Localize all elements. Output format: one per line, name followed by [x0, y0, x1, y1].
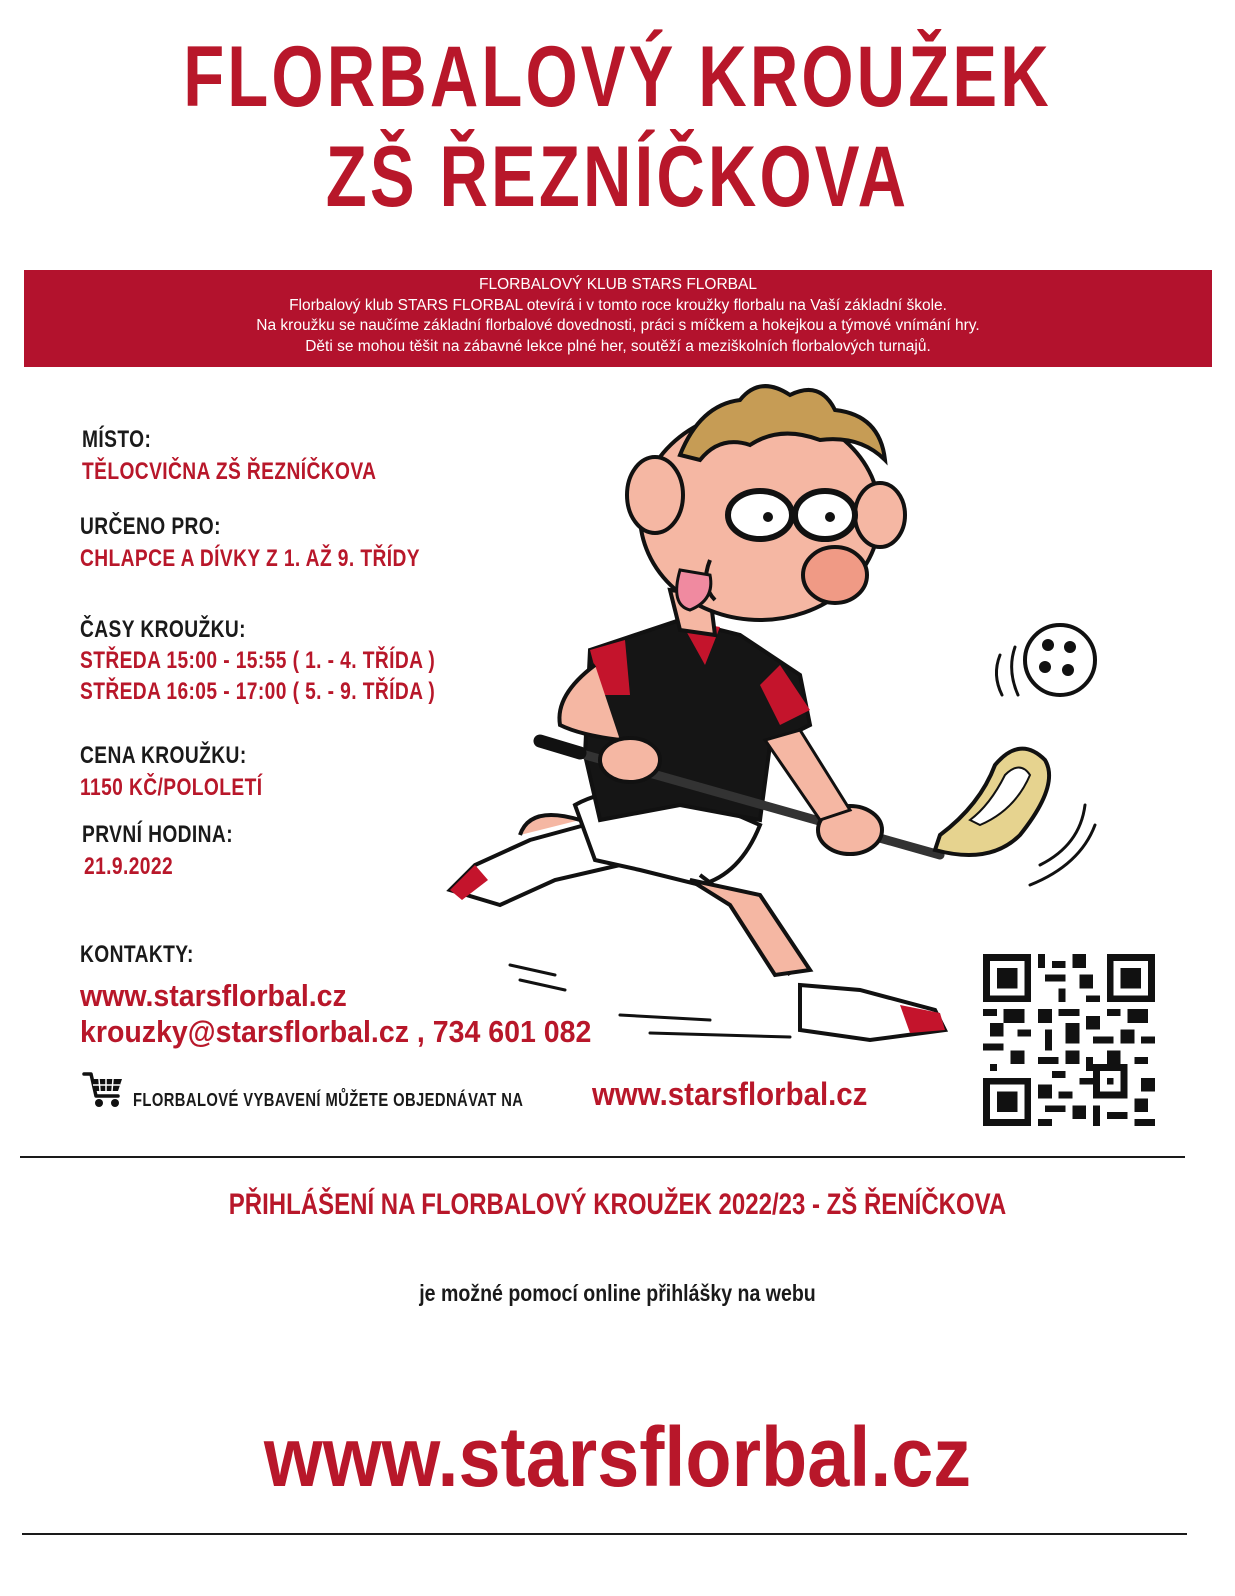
for-value: CHLAPCE A DÍVKY Z 1. AŽ 9. TŘÍDY	[80, 545, 420, 572]
banner-club-name: FLORBALOVÝ KLUB STARS FLORBAL	[479, 276, 757, 293]
price-label: CENA KROUŽKU:	[80, 742, 247, 769]
signup-subtitle: je možné pomocí online přihlášky na webu	[419, 1280, 816, 1306]
place-value: TĚLOCVIČNA ZŠ ŘEZNÍČKOVA	[82, 458, 377, 485]
time-slot-2: STŘEDA 16:05 - 17:00 ( 5. - 9. TŘÍDA )	[80, 678, 436, 705]
signup-website-link[interactable]: www.starsflorbal.cz	[263, 1410, 972, 1504]
divider-bottom	[22, 1533, 1187, 1535]
for-label: URČENO PRO:	[80, 513, 221, 540]
contact-email-phone[interactable]: krouzky@starsflorbal.cz , 734 601 082	[80, 1014, 592, 1049]
signup-title: PŘIHLÁŠENÍ NA FLORBALOVÝ KROUŽEK 2022/23 - ZŠ ŘENÍČKOVA	[228, 1188, 1007, 1221]
banner-text-3: Děti se mohou těšit na zábavné lekce plné her, soutěží a meziškolních florbalových turnajů.	[305, 337, 931, 355]
divider-top	[20, 1156, 1185, 1158]
first-lesson-value: 21.9.2022	[84, 853, 174, 880]
contacts-label: KONTAKTY:	[80, 941, 194, 968]
page-title-line1: FLORBALOVÝ KROUŽEK	[183, 29, 1052, 125]
page-title-line2: ZŠ ŘEZNÍČKOVA	[325, 129, 910, 225]
shop-text: FLORBALOVÉ VYBAVENÍ MŮŽETE OBJEDNÁVAT NA	[133, 1090, 524, 1110]
contact-website-link[interactable]: www.starsflorbal.cz	[80, 978, 347, 1013]
banner-text-2: Na kroužku se naučíme základní florbalové dovednosti, práci s míčkem a hokejkou a týmové vnímání hry.	[256, 317, 980, 334]
banner-text-1: Florbalový klub STARS FLORBAL otevírá i v tomto roce kroužky florbalu na Vaší základní škole.	[289, 296, 947, 314]
intro-banner	[24, 270, 1212, 367]
first-lesson-label: PRVNÍ HODINA:	[82, 821, 233, 848]
time-slot-1: STŘEDA 15:00 - 15:55 ( 1. - 4. TŘÍDA )	[80, 647, 436, 674]
floorball-player-illustration	[380, 365, 1100, 1055]
shop-link[interactable]: www.starsflorbal.cz	[592, 1076, 868, 1112]
place-label: MÍSTO:	[82, 426, 152, 453]
shopping-cart-icon	[82, 1070, 124, 1110]
times-label: ČASY KROUŽKU:	[80, 616, 246, 643]
price-value: 1150 KČ/POLOLETÍ	[80, 774, 263, 801]
qr-code-icon[interactable]	[983, 954, 1155, 1126]
